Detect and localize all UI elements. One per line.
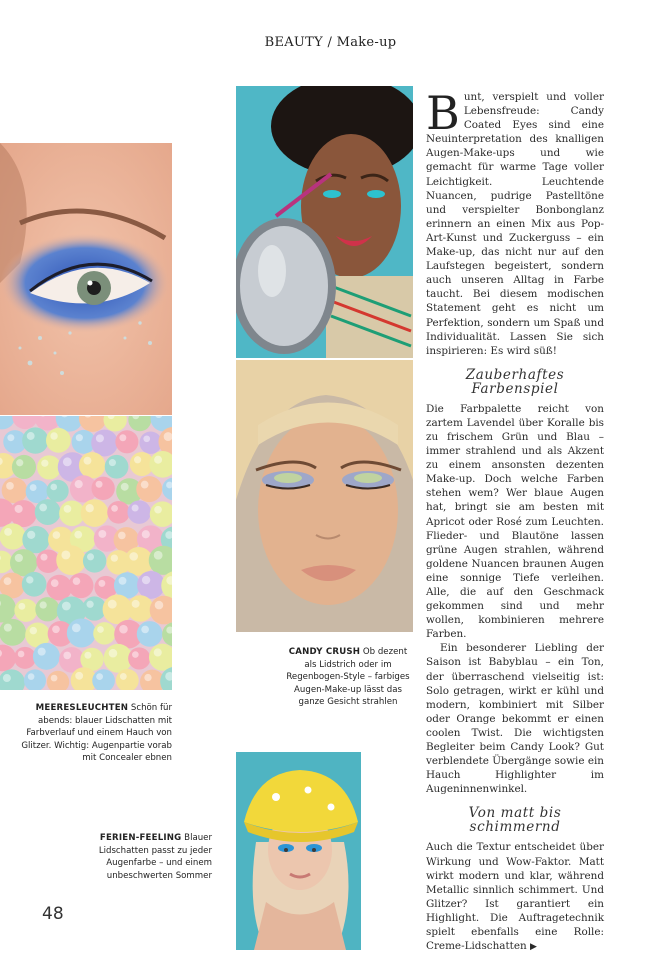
woman-closed-eyes-photo — [236, 360, 413, 632]
continue-arrow-icon: ▶ — [530, 942, 537, 952]
caption-text: Ob dezent als Lidstrich oder im Regenbogen-Style – farbiges Augen-Make-up lässt das ganze Gesicht strahlen — [286, 647, 409, 707]
subhead-matt-schimmernd: Von matt bis schimmernd — [426, 806, 604, 834]
eye-makeup-photo — [0, 143, 172, 415]
woman-yellow-hat-photo — [236, 752, 361, 950]
pastel-balls-photo — [0, 416, 172, 690]
intro-paragraph — [426, 90, 604, 358]
caption-title: CANDY CRUSH — [289, 647, 360, 657]
subhead-farbenspiel: Zauberhaftes Farbenspiel — [426, 368, 604, 396]
paragraph-textur — [426, 840, 604, 954]
woman-mirror-photo — [236, 86, 413, 358]
caption-text: Blauer Lidschatten passt zu jeder Augenfarbe – und einem unbeschwerten Sommer — [99, 833, 212, 881]
article-body — [426, 90, 604, 954]
textur-text: Auch die Textur entscheidet über Wirkung und Wow-Faktor. Matt wirkt modern und klar, während Metallic sinnlich schimmert. Und Glitzer? Ist garantiert ein Highlight. Die Auftragetechnik spielt ebenfalls eine Rolle: Creme-Lidschatten — [426, 841, 604, 952]
paragraph-babyblau: Ein besonderer Liebling der Saison ist Babyblau – ein Ton, der überraschend vielseitig ist: Solo getragen, wirkt er kühl und modern, kombiniert mit Silber oder Orange bekommt er einen coolen Twist. Die wichtigsten Begleiter beim Candy Look? Gut verblendete Übergänge sowie ein Hauch Highlighter im Augeninnenwinkel. — [426, 641, 604, 796]
caption-ferien-feeling — [88, 832, 212, 882]
caption-meeresleuchten — [20, 702, 172, 765]
caption-candy-crush — [282, 646, 414, 709]
dropcap: B — [426, 90, 464, 132]
caption-title: FERIEN-FEELING — [100, 833, 182, 843]
caption-text: Schön für abends: blauer Lidschatten mit Farbverlauf und einem Hauch von Glitzer. Wichtig: Augenpartie vorab mit Concealer ebnen — [21, 703, 172, 763]
page-number: 48 — [42, 904, 64, 924]
caption-title: MEERESLEUCHTEN — [36, 703, 129, 713]
paragraph-farbpalette: Die Farbpalette reicht von zartem Lavendel über Koralle bis zu frischem Grün und Blau – immer strahlend und als Akzent zu einem ansonsten dezenten Make-up. Doch welche Farben stehen wem? Wer blaue Augen hat, bringt sie am besten mit Apricot oder Rosé zum Leuchten. Flieder- und Blautöne lassen grüne Augen strahlen, während goldene Nuancen braunen Augen eine sonnige Tiefe verleihen. Alle, die auf den Geschmack gekommen sind und mehr wollen, kombinieren mehrere Farben. — [426, 402, 604, 642]
section-header: BEAUTY / Make-up — [0, 35, 661, 50]
intro-text: unt, verspielt und voller Lebensfreude: Candy Coated Eyes sind eine Neuinterpretation des knalligen Augen-Make-ups und wie gemacht für warme Tage voller Leichtigkeit. Leuchtende Nuancen, pudrige Pastelltöne und verspielter Bonbonglanz erinnern an einen Mix aus Pop-Art-Kunst und Zuckerguss – ein Make-up, das nicht nur auf den Laufstegen begeistert, sondern auch unseren Alltag in Farbe taucht. Bei diesem modischen Statement geht es nicht um Perfektion, sondern um Spaß und Individualität. Lassen Sie sich inspirieren: Es wird süß! — [426, 91, 604, 357]
